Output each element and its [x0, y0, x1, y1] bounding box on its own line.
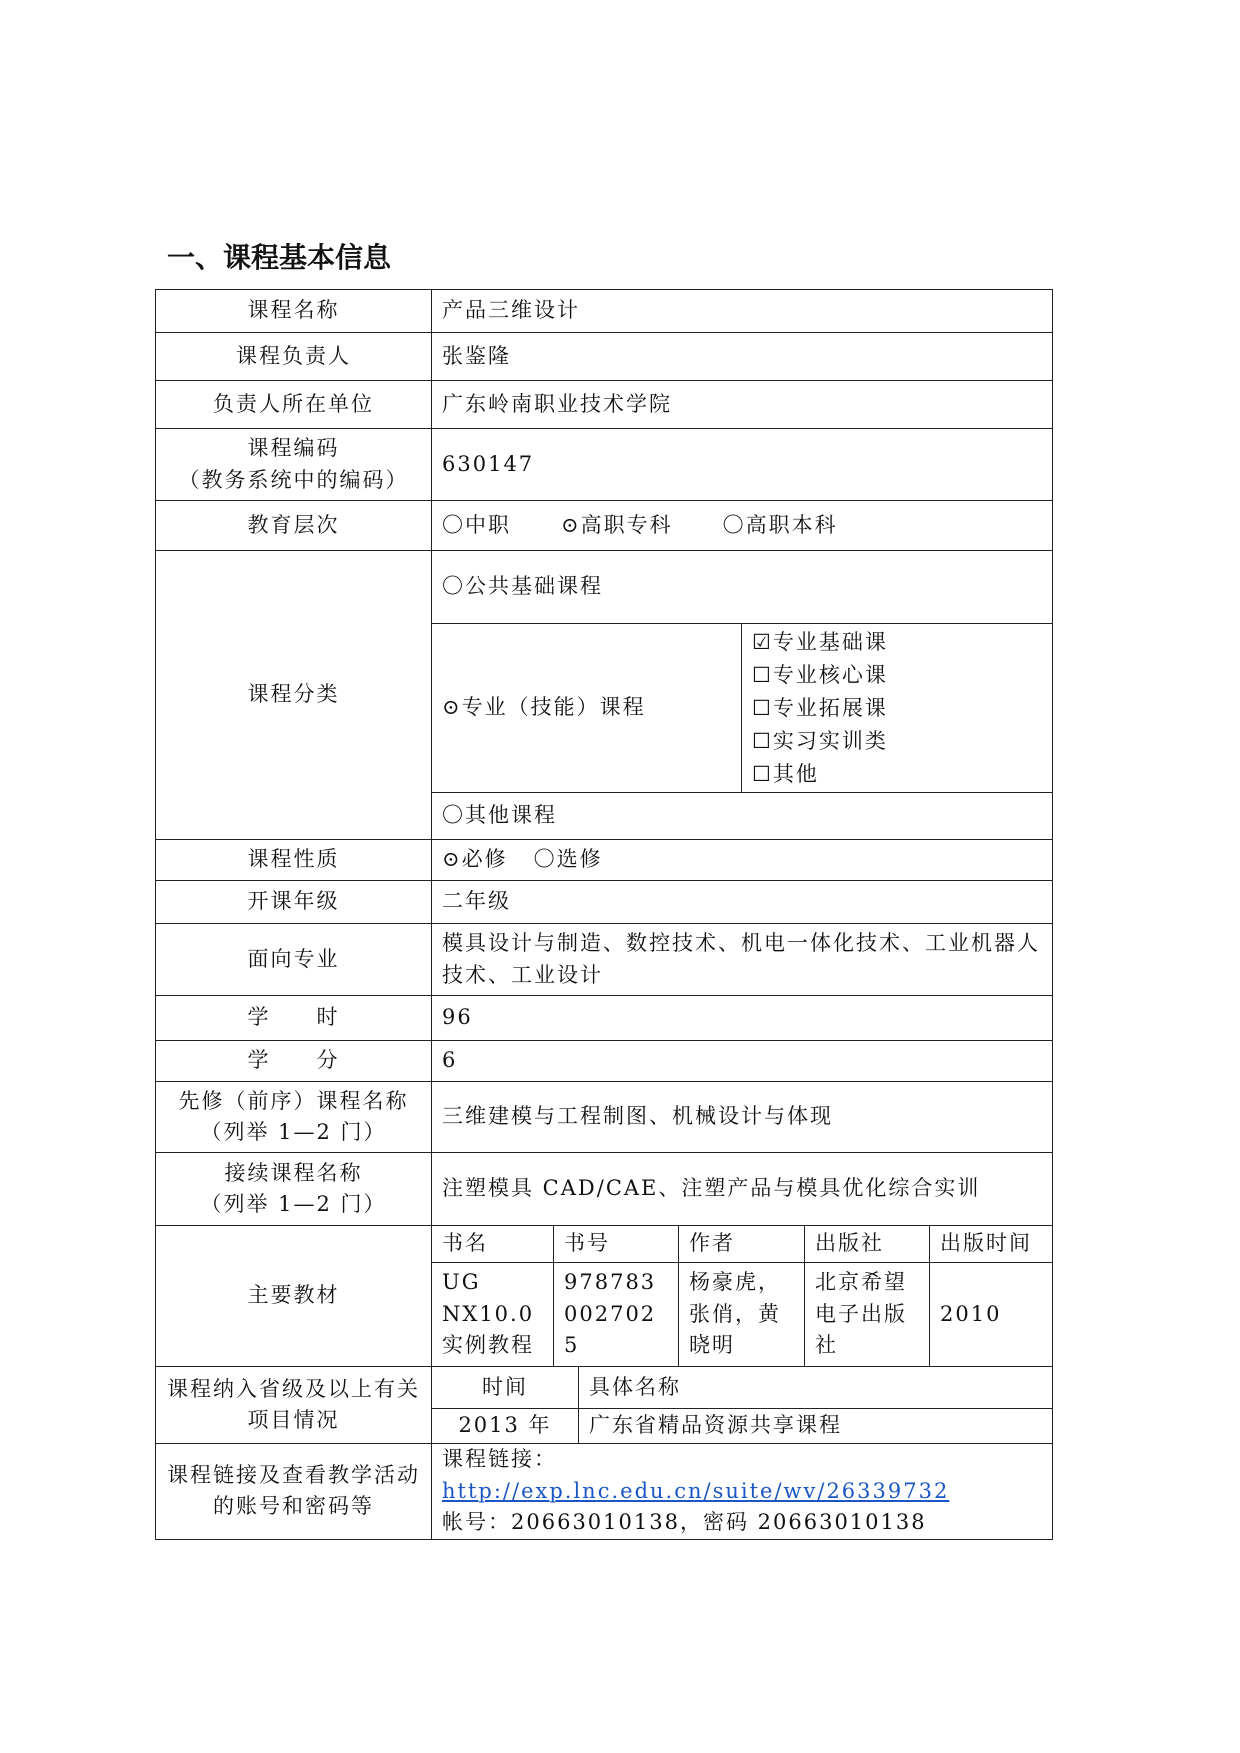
label-line: （教务系统中的编码） — [178, 467, 409, 492]
radio-professional[interactable]: ⊙专业（技能）课程 — [432, 624, 742, 793]
level-options — [432, 501, 1053, 551]
th-publisher: 出版社 — [805, 1226, 930, 1263]
row-links — [156, 1444, 1053, 1540]
book-year: 2010 — [930, 1263, 1053, 1367]
row-category — [156, 551, 1053, 624]
label: 开课年级 — [156, 881, 432, 924]
checkbox-core[interactable]: ☐专业核心课 — [752, 662, 888, 687]
label-line: （列举 1—2 门） — [200, 1120, 387, 1144]
label: 课程纳入省级及以上有关项目情况 — [156, 1367, 432, 1444]
nature-options — [432, 840, 1053, 881]
th-project-name: 具体名称 — [579, 1367, 1053, 1409]
code-value: 630147 — [432, 429, 1053, 501]
book-author: 杨豪虎，张俏，黄晓明 — [679, 1263, 805, 1367]
project-time: 2013 年 — [432, 1409, 579, 1444]
label — [156, 1082, 432, 1153]
radio-zhongzhi[interactable]: 〇中职 — [442, 512, 511, 537]
radio-other[interactable]: 〇其他课程 — [432, 793, 1053, 840]
th-time: 时间 — [432, 1367, 579, 1409]
section-heading: 一、课程基本信息 — [167, 241, 392, 274]
label: 课程性质 — [156, 840, 432, 881]
checkbox-extension[interactable]: ☐专业拓展课 — [752, 695, 888, 720]
row-prereq — [156, 1082, 1053, 1153]
checkbox-basic[interactable]: ☑专业基础课 — [752, 629, 888, 654]
professional-sub-options — [742, 624, 1053, 793]
label — [156, 429, 432, 501]
links-value — [432, 1444, 1053, 1540]
th-title: 书名 — [432, 1226, 554, 1263]
followup-value: 注塑模具 CAD/CAE、注塑产品与模具优化综合实训 — [432, 1153, 1053, 1226]
radio-gaozhi-benke[interactable]: 〇高职本科 — [722, 512, 838, 537]
course-name-value: 产品三维设计 — [432, 290, 1053, 333]
row-majors — [156, 924, 1053, 996]
radio-gaozhi-zhuanke[interactable]: ⊙高职专科 — [561, 512, 673, 537]
credits-value: 6 — [432, 1041, 1053, 1082]
row-projects-header — [156, 1367, 1053, 1409]
row-level — [156, 501, 1053, 551]
grade-value: 二年级 — [432, 881, 1053, 924]
course-link[interactable]: http://exp.lnc.edu.cn/suite/wv/26339732 — [442, 1478, 950, 1503]
row-textbook-header — [156, 1226, 1053, 1263]
label-line: 先修（前序）课程名称 — [178, 1088, 409, 1113]
course-info-table — [155, 289, 1053, 1540]
label: 课程负责人 — [156, 333, 432, 381]
book-title: UG NX10.0 实例教程 — [432, 1263, 554, 1367]
account-info: 帐号：20663010138，密码 20663010138 — [442, 1510, 927, 1534]
label: 课程链接及查看教学活动的账号和密码等 — [156, 1444, 432, 1540]
label: 学 分 — [156, 1041, 432, 1082]
row-leader — [156, 333, 1053, 381]
radio-elective[interactable]: 〇选修 — [533, 847, 603, 872]
row-credits — [156, 1041, 1053, 1082]
checkbox-other[interactable]: ☐其他 — [752, 761, 819, 786]
leader-value: 张鉴隆 — [432, 333, 1053, 381]
book-isbn: 9787830027025 — [554, 1263, 679, 1367]
link-prefix: 课程链接： — [442, 1447, 557, 1471]
label: 面向专业 — [156, 924, 432, 996]
checkbox-practice[interactable]: ☐实习实训类 — [752, 728, 888, 753]
row-hours — [156, 996, 1053, 1041]
label-line: 课程编码 — [247, 436, 340, 460]
label: 学 时 — [156, 996, 432, 1041]
unit-value: 广东岭南职业技术学院 — [432, 381, 1053, 429]
label: 课程分类 — [156, 551, 432, 840]
label: 负责人所在单位 — [156, 381, 432, 429]
th-isbn: 书号 — [554, 1226, 679, 1263]
hours-value: 96 — [432, 996, 1053, 1041]
th-year: 出版时间 — [930, 1226, 1053, 1263]
row-course-name — [156, 290, 1053, 333]
label-line: （列举 1—2 门） — [200, 1192, 387, 1216]
row-unit — [156, 381, 1053, 429]
label — [156, 1153, 432, 1226]
majors-value: 模具设计与制造、数控技术、机电一体化技术、工业机器人技术、工业设计 — [432, 924, 1053, 996]
label: 教育层次 — [156, 501, 432, 551]
row-grade — [156, 881, 1053, 924]
row-followup — [156, 1153, 1053, 1226]
book-publisher: 北京希望电子出版社 — [805, 1263, 930, 1367]
label: 主要教材 — [156, 1226, 432, 1367]
radio-public[interactable]: 〇公共基础课程 — [432, 551, 1053, 624]
prereq-value: 三维建模与工程制图、机械设计与体现 — [432, 1082, 1053, 1153]
radio-required[interactable]: ⊙必修 — [442, 847, 508, 872]
th-author: 作者 — [679, 1226, 805, 1263]
project-name: 广东省精品资源共享课程 — [579, 1409, 1053, 1444]
row-code — [156, 429, 1053, 501]
label-line: 接续课程名称 — [224, 1160, 363, 1185]
row-nature — [156, 840, 1053, 881]
label: 课程名称 — [156, 290, 432, 333]
